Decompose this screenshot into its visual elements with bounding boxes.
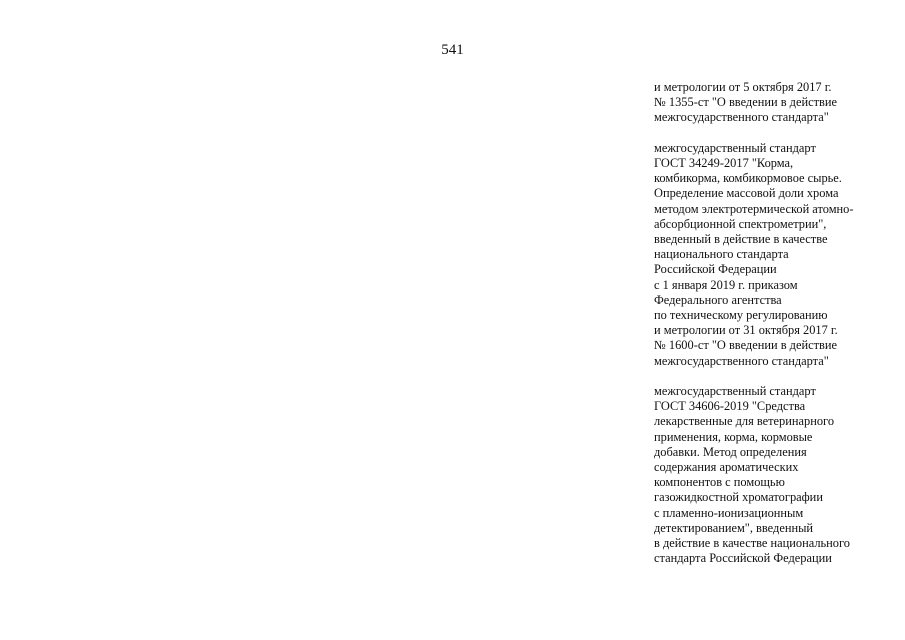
text-line: межгосударственный стандарт [654,140,816,155]
text-column [654,80,899,566]
text-line: детектированием", введенный [654,520,814,535]
text-line: лекарственные для ветеринарного [654,414,835,429]
text-block-2 [654,141,899,369]
text-line: газожидкостной хроматографии [654,490,823,505]
text-line: содержания ароматических [654,460,799,475]
text-line: применения, корма, кормовые [654,429,813,444]
text-line: национального стандарта [654,247,789,262]
text-line: межгосударственный стандарт [654,384,816,399]
text-line: стандарта Российской Федерации [654,551,832,566]
text-line: № 1355-ст "О введении в действие [654,95,837,110]
text-line: по техническому регулированию [654,308,828,323]
text-line: Российской Федерации [654,262,777,277]
text-line: компонентов с помощью [654,475,785,490]
text-line: введенный в действие в качестве [654,232,828,247]
text-line: межгосударственного стандарта" [654,353,829,368]
text-line: с пламенно-ионизационным [654,505,804,520]
text-line: с 1 января 2019 г. приказом [654,277,798,292]
text-block-3 [654,384,899,566]
text-line: и метрологии от 5 октября 2017 г. [654,80,832,94]
text-block-1 [654,80,899,126]
text-line: № 1600-ст "О введении в действие [654,338,837,353]
text-line: ГОСТ 34249-2017 "Корма, [654,156,794,170]
text-line: абсорбционной спектрометрии", [654,216,827,231]
text-line: методом электротермической атомно- [654,201,854,216]
text-line: межгосударственного стандарта" [654,110,829,125]
text-line: Федерального агентства [654,292,782,307]
text-line: в действие в качестве национального [654,536,850,551]
text-line: комбикорма, комбикормовое сырье. [654,171,842,186]
text-line: и метрологии от 31 октября 2017 г. [654,323,838,338]
text-line: добавки. Метод определения [654,444,807,459]
text-line: Определение массовой доли хрома [654,186,839,201]
text-line: ГОСТ 34606-2019 "Средства [654,399,806,414]
page-number: 541 [441,42,464,58]
